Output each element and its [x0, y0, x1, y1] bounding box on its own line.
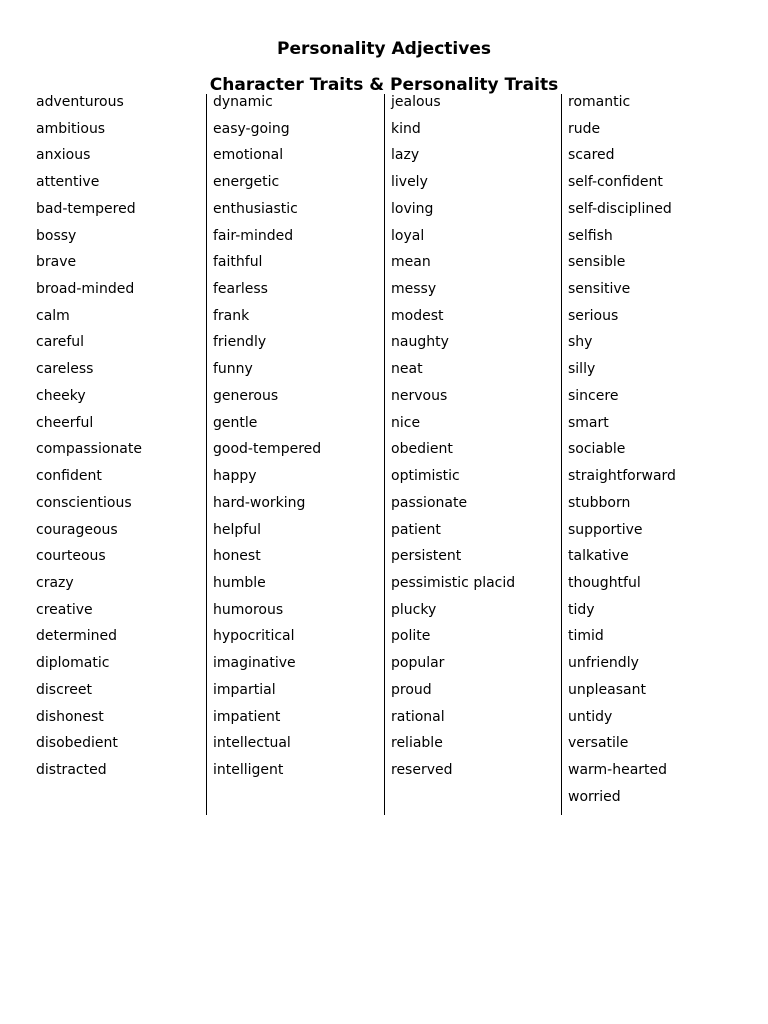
adjective-list-item: dynamic [213, 94, 273, 110]
adjective-list-item: supportive [568, 521, 643, 538]
adjective-list-item: obedient [391, 441, 453, 458]
adjective-list-item: bossy [36, 227, 77, 244]
adjective-list-item: fair-minded [213, 227, 294, 244]
adjective-list-item: attentive [36, 174, 100, 191]
adjective-list-item: polite [391, 628, 431, 645]
adjective-list-item: humble [213, 574, 266, 591]
adjective-list-item: unfriendly [568, 655, 639, 672]
adjective-list-item: determined [36, 628, 118, 645]
adjective-list-item: cheeky [36, 387, 86, 404]
adjective-list-item: careless [36, 361, 94, 378]
adjective-list-item: gentle [213, 414, 258, 431]
adjective-list-item: proud [391, 681, 432, 698]
adjective-list-item: courageous [36, 521, 118, 538]
column-divider [384, 94, 385, 815]
adjective-list-item: nice [391, 414, 421, 431]
adjective-list-item: persistent [391, 548, 462, 565]
adjective-list-item: bad-tempered [36, 200, 136, 217]
adjective-list-item: warm-hearted [568, 761, 668, 778]
adjective-list-item: kind [391, 120, 421, 137]
adjective-list-item: funny [213, 361, 253, 378]
adjective-list-item: energetic [213, 174, 280, 191]
adjective-list-item: enthusiastic [213, 200, 298, 217]
adjective-list-item: neat [391, 361, 423, 378]
adjective-list-item: straightforward [568, 468, 676, 485]
adjective-list-item: messy [391, 281, 437, 298]
adjective-list-item: self-disciplined [568, 200, 672, 217]
adjective-list-item: courteous [36, 548, 106, 565]
adjective-list-item: humorous [213, 601, 284, 618]
adjective-list-item: plucky [391, 601, 437, 618]
adjective-list-item: untidy [568, 708, 613, 725]
adjective-list-item: compassionate [36, 441, 142, 458]
adjective-list-item: hypocritical [213, 628, 295, 645]
adjective-list-item: frank [213, 307, 250, 324]
adjective-list-item: passionate [391, 494, 468, 511]
adjective-list-item: scared [568, 147, 615, 164]
page-subtitle: Character Traits & Personality Traits [209, 75, 559, 96]
column-divider [561, 94, 562, 815]
adjective-list-item: broad-minded [36, 281, 135, 298]
adjective-list-item: pessimistic placid [391, 574, 516, 591]
adjective-list-item: faithful [213, 254, 263, 271]
adjective-list-item: emotional [213, 147, 284, 164]
adjective-list-item: crazy [36, 574, 74, 591]
adjective-list-item: disobedient [36, 735, 118, 752]
adjective-list-item: lively [391, 174, 428, 191]
adjective-list-item: hard-working [213, 494, 306, 511]
adjective-list-item: friendly [213, 334, 267, 351]
page-title: Personality Adjectives [277, 39, 491, 60]
adjective-list-item: naughty [391, 334, 449, 351]
adjective-list-item: loyal [391, 227, 425, 244]
adjective-list-item: intellectual [213, 735, 291, 752]
adjective-list-item: mean [391, 254, 431, 271]
adjective-list-item: nervous [391, 387, 448, 404]
adjective-list-item: talkative [568, 548, 629, 565]
adjective-list-item: happy [213, 468, 257, 485]
adjective-column-3 [391, 92, 561, 787]
adjective-list-item: rational [391, 708, 445, 725]
adjective-list-item: calm [36, 307, 70, 324]
adjective-list-item: optimistic [391, 468, 460, 485]
adjective-list-item: worried [568, 788, 621, 805]
adjective-list-item: self-confident [568, 174, 663, 191]
adjective-list-item: popular [391, 655, 445, 672]
adjective-list-item: sincere [568, 387, 619, 404]
adjective-list-item: creative [36, 601, 93, 618]
adjective-list-item: timid [568, 628, 604, 645]
adjective-list-item: confident [36, 468, 102, 485]
adjective-list-item: cheerful [36, 414, 94, 431]
adjective-list-item: jealous [391, 94, 441, 110]
adjective-list-item: brave [36, 254, 77, 271]
adjective-list-item: careful [36, 334, 85, 351]
adjective-list-item: discreet [36, 681, 92, 698]
adjective-column-4 [568, 92, 738, 813]
adjective-list-item: diplomatic [36, 655, 110, 672]
adjective-list-item: reliable [391, 735, 443, 752]
adjective-list-item: ambitious [36, 120, 106, 137]
adjective-list-item: serious [568, 307, 619, 324]
adjective-list-item: sensitive [568, 281, 631, 298]
adjective-list-item: modest [391, 307, 444, 324]
adjective-column-1 [36, 92, 206, 787]
adjective-list-item: anxious [36, 147, 91, 164]
adjective-list-item: imaginative [213, 655, 296, 672]
adjective-list-item: stubborn [568, 494, 631, 511]
adjective-list-item: honest [213, 548, 261, 565]
adjective-list-item: lazy [391, 147, 420, 164]
adjective-list-item: easy-going [213, 120, 290, 137]
adjective-list-item: sociable [568, 441, 626, 458]
adjective-list-item: patient [391, 521, 441, 538]
adjective-list-item: tidy [568, 601, 595, 618]
adjective-list-item: shy [568, 334, 593, 351]
adjective-list-item: selfish [568, 227, 613, 244]
adjective-list-item: distracted [36, 761, 107, 778]
adjective-list-item: silly [568, 361, 596, 378]
adjective-column-2 [213, 92, 383, 787]
adjective-list-item: fearless [213, 281, 268, 298]
adjective-list-item: unpleasant [568, 681, 646, 698]
adjective-list-item: generous [213, 387, 279, 404]
adjective-list-item: helpful [213, 521, 261, 538]
adjective-list-item: intelligent [213, 761, 284, 778]
adjective-list-item: sensible [568, 254, 626, 271]
adjective-list-item: impartial [213, 681, 276, 698]
adjective-list-item: good-tempered [213, 441, 322, 458]
adjective-list-item: versatile [568, 735, 629, 752]
adjective-list-item: loving [391, 200, 434, 217]
adjective-list-item: reserved [391, 761, 453, 778]
column-divider [206, 94, 207, 815]
adjective-list-item: adventurous [36, 94, 124, 110]
adjective-list-item: romantic [568, 94, 631, 110]
adjective-list-item: smart [568, 414, 609, 431]
adjective-list-item: impatient [213, 708, 281, 725]
adjective-list-item: dishonest [36, 708, 104, 725]
adjective-list-item: rude [568, 120, 601, 137]
adjective-list-item: thoughtful [568, 574, 641, 591]
adjective-list-item: conscientious [36, 494, 132, 511]
